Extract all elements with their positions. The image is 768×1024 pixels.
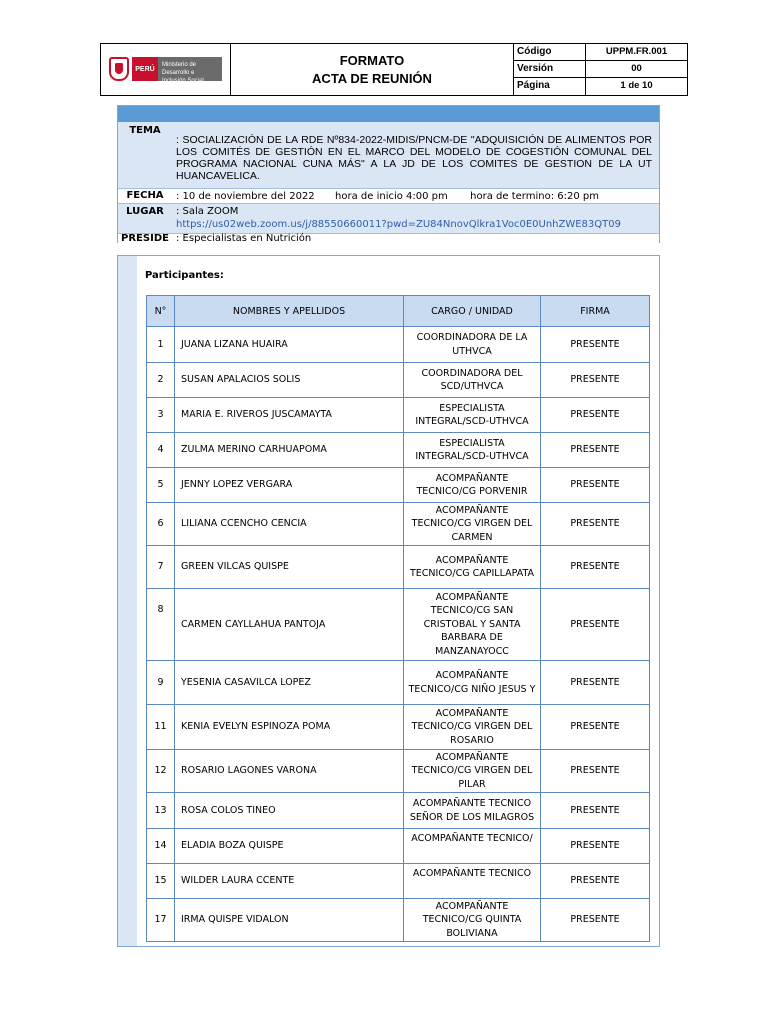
participant-cargo: ACOMPAÑANTE TECNICO/CG PORVENIR [404, 468, 541, 503]
participant-name: ROSA COLOS TINEO [175, 793, 404, 829]
table-row [147, 589, 650, 661]
row-number: 5 [147, 468, 175, 503]
participant-firma: PRESENTE [541, 705, 650, 750]
participant-firma: PRESENTE [541, 793, 650, 829]
table-row [147, 363, 650, 398]
row-number: 9 [147, 661, 175, 705]
version-row [514, 61, 687, 78]
participant-firma: PRESENTE [541, 899, 650, 942]
participant-firma: PRESENTE [541, 864, 650, 899]
participant-cargo: ACOMPAÑANTE TECNICO/CG VIRGEN DEL PILAR [404, 750, 541, 793]
panel-side-band [118, 256, 137, 946]
fecha-value: : 10 de noviembre del 2022 [176, 191, 315, 202]
row-number: 3 [147, 398, 175, 433]
table-row [147, 398, 650, 433]
table-row [147, 546, 650, 589]
pagina-value: 1 de 10 [620, 80, 653, 91]
ministry-logo [109, 55, 227, 83]
participant-cargo: ESPECIALISTA INTEGRAL/SCD-UTHVCA [404, 398, 541, 433]
tema-text: : SOCIALIZACIÓN DE LA RDE Nº834-2022-MIDIS/PNCM-DE "ADQUISICIÓN DE ALIMENTOS POR LOS COMITÉS DE GESTIÓN EN EL MARCO DEL MODELO DE COGESTIÓN COMUNAL DEL PROGRAMA NACIONAL CUNA MÁS" A LA JD DE LOS COMITES DE GESTION DE LA UT HUANCAVELICA. [176, 134, 652, 182]
table-row [147, 468, 650, 503]
col-header-n: N° [147, 296, 175, 327]
col-header-nombres: NOMBRES Y APELLIDOS [175, 296, 404, 327]
participant-name: ELADIA BOZA QUISPE [175, 829, 404, 864]
lugar-row [118, 203, 659, 233]
row-number: 11 [147, 705, 175, 750]
info-header-band [118, 106, 659, 122]
version-label: Versión [514, 61, 586, 77]
document-title [231, 44, 514, 95]
pagina-row [514, 78, 687, 95]
participant-cargo: ACOMPAÑANTE TECNICO/CG NIÑO JESUS Y [404, 661, 541, 705]
participant-firma: PRESENTE [541, 433, 650, 468]
participant-cargo: ACOMPAÑANTE TECNICO/CG CAPILLAPATA [404, 546, 541, 589]
tema-row [118, 122, 659, 188]
table-row [147, 750, 650, 793]
row-number: 7 [147, 546, 175, 589]
codigo-label: Código [514, 44, 586, 60]
table-row [147, 829, 650, 864]
participant-cargo: COORDINADORA DEL SCD/UTHVCA [404, 363, 541, 398]
participants-table [146, 295, 650, 942]
participant-name: JUANA LIZANA HUAIRA [175, 327, 404, 363]
participant-cargo: ACOMPAÑANTE TECNICO/CG VIRGEN DEL ROSARIO [404, 705, 541, 750]
fecha-text [176, 190, 599, 203]
participant-name: LILIANA CCENCHO CENCIA [175, 503, 404, 546]
fecha-label: FECHA [126, 190, 164, 201]
participant-cargo: ACOMPAÑANTE TECNICO/CG SAN CRISTOBAL Y SANTA BARBARA DE MANZANAYOCC [404, 589, 541, 661]
table-row [147, 503, 650, 546]
participant-cargo: ACOMPAÑANTE TECNICO SEÑOR DE LOS MILAGROS [404, 793, 541, 829]
tema-label: TEMA [129, 125, 161, 136]
col-header-firma: FIRMA [541, 296, 650, 327]
participant-name: ZULMA MERINO CARHUAPOMA [175, 433, 404, 468]
participant-name: ROSARIO LAGONES VARONA [175, 750, 404, 793]
lugar-value: : Sala ZOOM [176, 206, 239, 217]
participant-firma: PRESENTE [541, 327, 650, 363]
participant-firma: PRESENTE [541, 829, 650, 864]
table-row [147, 899, 650, 942]
meeting-info [117, 105, 660, 243]
coat-of-arms-icon [109, 57, 129, 81]
codigo-value: UPPM.FR.001 [605, 46, 668, 57]
participant-firma: PRESENTE [541, 503, 650, 546]
logo-country: PERÚ [132, 57, 158, 81]
row-number: 8 [147, 589, 175, 661]
participant-name: JENNY LOPEZ VERGARA [175, 468, 404, 503]
participants-panel [117, 255, 660, 947]
participant-firma: PRESENTE [541, 589, 650, 661]
participant-cargo: ACOMPAÑANTE TECNICO/ [404, 829, 541, 864]
row-number: 15 [147, 864, 175, 899]
zoom-link[interactable]: https://us02web.zoom.us/j/88550660011?pwd=ZU84NnovQlkra1Voc0E0UnhZWE83QT09 [176, 219, 621, 230]
participant-cargo: ACOMPAÑANTE TECNICO [404, 864, 541, 899]
fecha-row [118, 188, 659, 203]
participant-firma: PRESENTE [541, 468, 650, 503]
participant-name: MARIA E. RIVEROS JUSCAMAYTA [175, 398, 404, 433]
preside-row [118, 233, 659, 243]
participant-firma: PRESENTE [541, 661, 650, 705]
col-header-cargo: CARGO / UNIDAD [404, 296, 541, 327]
lugar-label: LUGAR [126, 206, 164, 217]
participant-name: YESENIA CASAVILCA LOPEZ [175, 661, 404, 705]
participant-name: GREEN VILCAS QUISPE [175, 546, 404, 589]
participant-name: SUSAN APALACIOS SOLIS [175, 363, 404, 398]
row-number: 1 [147, 327, 175, 363]
participant-firma: PRESENTE [541, 363, 650, 398]
version-value: 00 [631, 63, 642, 74]
logo-cell [101, 44, 231, 95]
row-number: 17 [147, 899, 175, 942]
row-number: 4 [147, 433, 175, 468]
document-meta [514, 44, 687, 95]
participant-name: KENIA EVELYN ESPINOZA POMA [175, 705, 404, 750]
table-row [147, 864, 650, 899]
codigo-row [514, 44, 687, 61]
preside-label: PRESIDE [121, 233, 169, 244]
row-number: 6 [147, 503, 175, 546]
participant-cargo: ACOMPAÑANTE TECNICO/CG QUINTA BOLIVIANA [404, 899, 541, 942]
table-header-row [147, 296, 650, 327]
table-row [147, 661, 650, 705]
lugar-text [176, 205, 621, 231]
table-row [147, 793, 650, 829]
row-number: 14 [147, 829, 175, 864]
preside-text: : Especialistas en Nutrición [176, 233, 312, 244]
pagina-label: Página [514, 78, 586, 95]
title-line-1: FORMATO [339, 52, 405, 68]
participants-title: Participantes: [145, 270, 224, 281]
participant-name: CARMEN CAYLLAHUA PANTOJA [175, 589, 404, 661]
hora-termino: hora de termino: 6:20 pm [470, 191, 599, 202]
participant-cargo: ACOMPAÑANTE TECNICO/CG VIRGEN DEL CARMEN [404, 503, 541, 546]
participant-cargo: COORDINADORA DE LA UTHVCA [404, 327, 541, 363]
participant-firma: PRESENTE [541, 750, 650, 793]
participant-name: WILDER LAURA CCENTE [175, 864, 404, 899]
table-row [147, 327, 650, 363]
table-row [147, 433, 650, 468]
participant-cargo: ESPECIALISTA INTEGRAL/SCD-UTHVCA [404, 433, 541, 468]
participant-firma: PRESENTE [541, 546, 650, 589]
row-number: 12 [147, 750, 175, 793]
row-number: 2 [147, 363, 175, 398]
participant-firma: PRESENTE [541, 398, 650, 433]
logo-ministry: Ministerio de Desarrollo e Inclusión Social [158, 57, 222, 81]
participant-name: IRMA QUISPE VIDALON [175, 899, 404, 942]
title-line-2: ACTA DE REUNIÓN [312, 70, 432, 86]
row-number: 13 [147, 793, 175, 829]
hora-inicio: hora de inicio 4:00 pm [335, 191, 448, 202]
table-row [147, 705, 650, 750]
document-header [100, 43, 688, 96]
